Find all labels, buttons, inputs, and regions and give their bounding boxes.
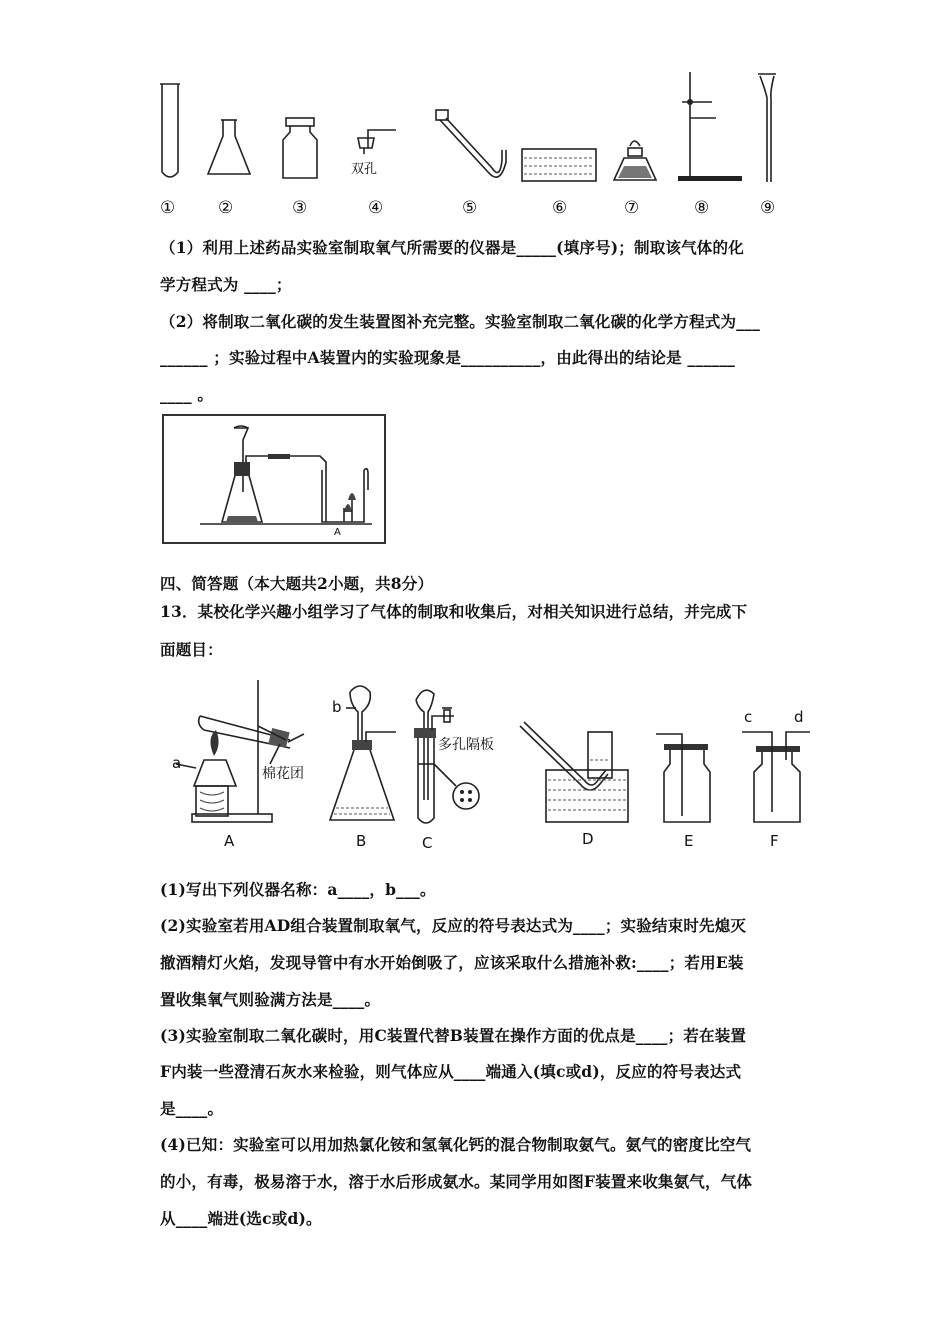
question-2-line-3: ____ 。 bbox=[160, 385, 214, 404]
instrument-label-1: ① bbox=[160, 198, 176, 218]
label-a-pointer: a bbox=[172, 754, 182, 772]
q13-2-line-1: (2)实验室若用AD组合装置制取氧气，反应的符号表达式为____；实验结束时先熄灭 bbox=[160, 916, 747, 935]
q13-2-line-3: 置收集氧气则验满方法是____。 bbox=[160, 990, 381, 1009]
stopper-caption: 双孔 bbox=[351, 162, 378, 177]
instrument-label-5: ⑤ bbox=[462, 198, 478, 218]
label-c-pointer: c bbox=[744, 708, 753, 726]
q13-intro-line-2: 面题目： bbox=[160, 640, 223, 659]
figure-a-label: A bbox=[334, 527, 341, 538]
label-cotton: 棉花团 bbox=[262, 766, 304, 782]
apparatus-label-d: D bbox=[582, 830, 594, 848]
instrument-label-9: ⑨ bbox=[760, 198, 776, 218]
apparatus-label-b: B bbox=[356, 832, 367, 850]
apparatus-label-a: A bbox=[224, 832, 235, 850]
q13-1: (1)写出下列仪器名称：a____，b___。 bbox=[160, 880, 436, 899]
q13-3-line-2: F内装一些澄清石灰水来检验，则气体应从____端通入(填c或d)，反应的符号表达式 bbox=[160, 1062, 742, 1081]
label-porous-plate: 多孔隔板 bbox=[438, 737, 494, 753]
apparatus-label-e: E bbox=[684, 832, 694, 850]
instrument-label-3: ③ bbox=[292, 198, 308, 218]
q13-4-line-1: (4)已知：实验室可以用加热氯化铵和氢氧化钙的混合物制取氨气。氨气的密度比空气 bbox=[160, 1135, 752, 1154]
instrument-label-2: ② bbox=[218, 198, 234, 218]
apparatus-label-c: C bbox=[422, 834, 433, 852]
label-b-pointer: b bbox=[332, 698, 342, 716]
section-heading: 四、简答题（本大题共2小题，共8分） bbox=[160, 574, 434, 593]
instrument-label-7: ⑦ bbox=[624, 198, 640, 218]
instrument-label-4: ④ bbox=[368, 198, 384, 218]
question-1-line-1: （1）利用上述药品实验室制取氧气所需要的仪器是_____(填序号)；制取该气体的化 bbox=[160, 238, 744, 257]
label-d-pointer: d bbox=[794, 708, 804, 726]
question-1-line-2: 学方程式为 ____； bbox=[160, 275, 292, 294]
apparatus-label-f: F bbox=[770, 832, 779, 850]
q13-2-line-2: 撤酒精灯火焰，发现导管中有水开始倒吸了，应该采取什么措施补救:____；若用E装 bbox=[160, 953, 744, 972]
question-2-line-1: （2）将制取二氧化碳的发生装置图补充完整。实验室制取二氧化碳的化学方程式为___ bbox=[160, 312, 761, 331]
instrument-label-6: ⑥ bbox=[552, 198, 568, 218]
q13-4-line-2: 的小，有毒，极易溶于水，溶于水后形成氨水。某同学用如图F装置来收集氨气，气体 bbox=[160, 1172, 753, 1191]
q13-intro-line-1: 13．某校化学兴趣小组学习了气体的制取和收集后，对相关知识进行总结，并完成下 bbox=[160, 602, 748, 621]
instrument-label-8: ⑧ bbox=[694, 198, 710, 218]
q13-3-line-1: (3)实验室制取二氧化碳时，用C装置代替B装置在操作方面的优点是____；若在装置 bbox=[160, 1026, 747, 1045]
q13-4-line-3: 从____端进(选c或d)。 bbox=[160, 1209, 322, 1228]
q13-3-line-3: 是____。 bbox=[160, 1099, 224, 1118]
question-2-line-2: ______ ；实验过程中A装置内的实验现象是__________，由此得出的结论是 ______ bbox=[160, 348, 736, 367]
